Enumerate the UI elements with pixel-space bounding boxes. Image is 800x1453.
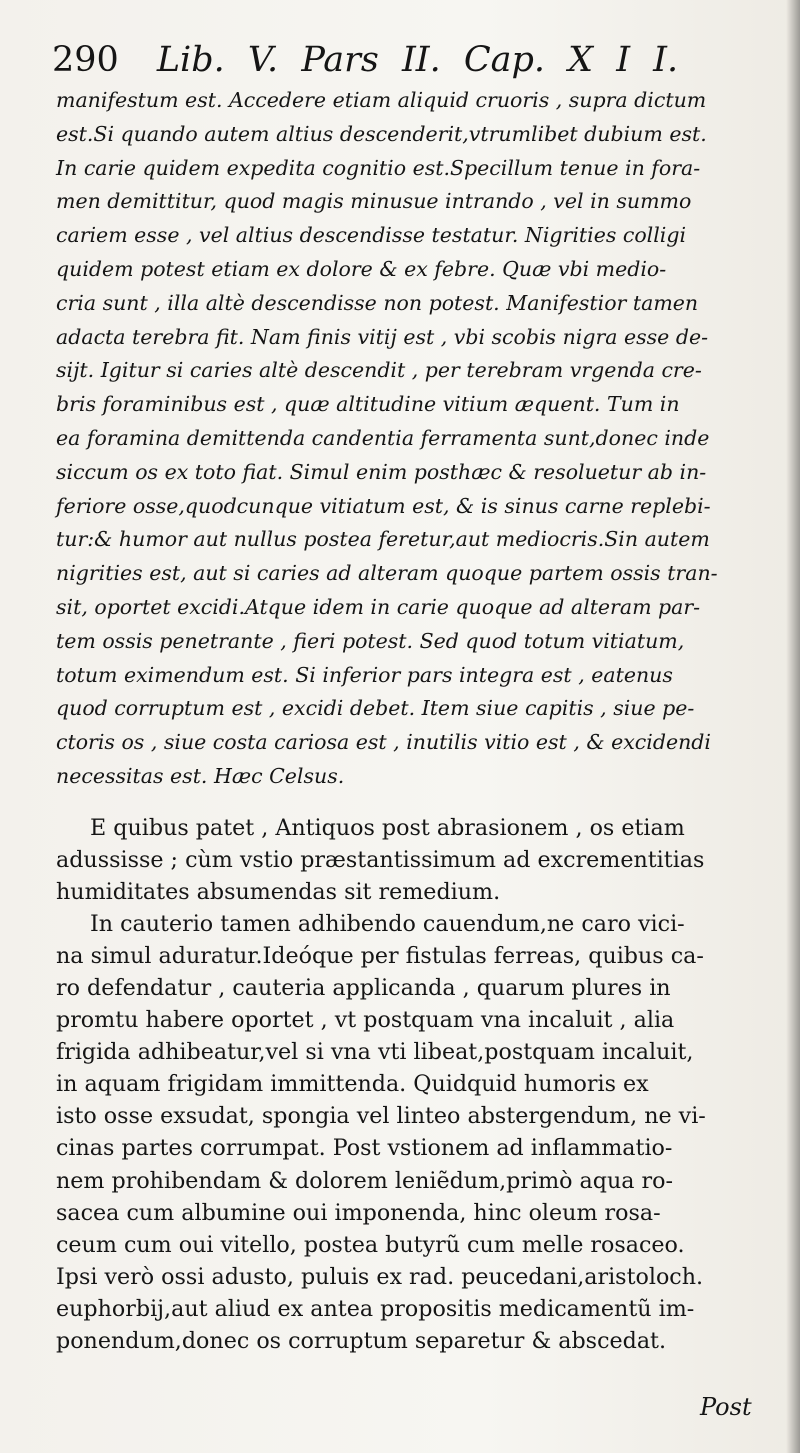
quote-line: cria sunt , illa altè descendisse non potest. Manifestior tamen <box>56 290 699 315</box>
body-line: Ipsi verò ossi adusto, puluis ex rad. peucedani,aristoloch. <box>56 1263 704 1290</box>
quote-line: cariem esse , vel altius descendisse testatur. Nigrities colligi <box>56 223 687 248</box>
quote-line: est.Si quando autem altius descenderit,vtrumlibet dubium est. <box>56 121 707 146</box>
body-line: cinas partes corrumpat. Post vstionem ad inflammatio- <box>56 1135 673 1162</box>
quote-line: bris foraminibus est , quæ altitudine vitium æquent. Tum in <box>56 392 680 417</box>
page-header <box>52 40 742 90</box>
paragraph-start-line: E quibus patet , Antiquos post abrasionem , os etiam <box>90 815 685 841</box>
quote-line: quidem potest etiam ex dolore & ex febre. Quæ vbi medio- <box>56 256 667 281</box>
quote-line: ctoris os , siue costa cariosa est , inutilis vitio est , & excidendi <box>56 730 711 755</box>
quote-line: necessitas est. Hæc Celsus. <box>56 763 345 788</box>
body-line: ceum cum oui vitello, postea butyrũ cum melle rosaceo. <box>56 1231 685 1258</box>
catchword: Post <box>700 1393 752 1421</box>
quote-line: adacta terebra fit. Nam finis vitij est , vbi scobis nigra esse de- <box>56 324 709 349</box>
body-line: ro defendatur , cauteria applicanda , quarum plures in <box>56 975 671 1002</box>
body-line: ponendum,donec os corruptum separetur & abscedat. <box>56 1327 667 1354</box>
body-line: sacea cum albumine oui imponenda, hinc oleum rosa- <box>56 1199 661 1226</box>
quote-line: sijt. Igitur si caries altè descendit , per terebram vrgenda cre- <box>56 358 702 383</box>
quote-line: quod corruptum est , excidi debet. Item siue capitis , siue pe- <box>56 696 695 721</box>
body-line: isto osse exsudat, spongia vel linteo abstergendum, ne vi- <box>56 1103 706 1130</box>
page-edge-shadow <box>786 0 800 1453</box>
quote-line: tur:& humor aut nullus postea feretur,aut mediocris.Sin autem <box>56 527 710 552</box>
body-line: euphorbij,aut aliud ex antea propositis medicamentũ im- <box>56 1295 695 1322</box>
quote-line: In carie quidem expedita cognitio est.Specillum tenue in fora- <box>56 155 701 180</box>
body-line: na simul aduratur.Ideóque per fistulas ferreas, quibus ca- <box>56 943 704 970</box>
paragraph-start-line: In cauterio tamen adhibendo cauendum,ne caro vici- <box>90 911 685 938</box>
quote-line: feriore osse,quodcunque vitiatum est, & is sinus carne replebi- <box>56 493 711 518</box>
body-line: adussisse ; cùm vstio præstantissimum ad excrementitias <box>56 847 705 874</box>
quote-line: ea foramina demittenda candentia ferramenta sunt,donec inde <box>56 425 710 450</box>
body-line: promtu habere oportet , vt postquam vna incaluit , alia <box>56 1007 675 1034</box>
body-line: frigida adhibeatur,vel si vna vti libeat,postquam incaluit, <box>56 1039 694 1066</box>
commentary-text <box>56 812 766 1357</box>
quote-line: siccum os ex toto fiat. Simul enim posthæc & resoluetur ab in- <box>56 459 707 484</box>
quote-line: manifestum est. Accedere etiam aliquid cruoris , supra dictum <box>56 88 707 112</box>
quote-line: nigrities est, aut si caries ad alteram quoque partem ossis tran- <box>56 561 718 586</box>
quote-line: tem ossis penetrante , fieri potest. Sed quod totum vitiatum, <box>56 628 685 653</box>
body-line: humiditates absumendas sit remedium. <box>56 879 501 906</box>
quote-line: totum eximendum est. Si inferior pars integra est , eatenus <box>56 662 673 687</box>
page-number: 290 <box>52 40 119 80</box>
celsus-quotation <box>56 84 766 794</box>
running-head: Lib. V. Pars II. Cap. X I I. <box>156 40 679 80</box>
body-line: nem prohibendam & dolorem leniẽdum,primò aqua ro- <box>56 1167 674 1194</box>
quote-line: men demittitur, quod magis minusue intrando , vel in summo <box>56 189 692 214</box>
quote-line: sit, oportet excidi.Atque idem in carie quoque ad alteram par- <box>56 594 701 619</box>
body-line: in aquam frigidam immittenda. Quidquid humoris ex <box>56 1071 649 1098</box>
